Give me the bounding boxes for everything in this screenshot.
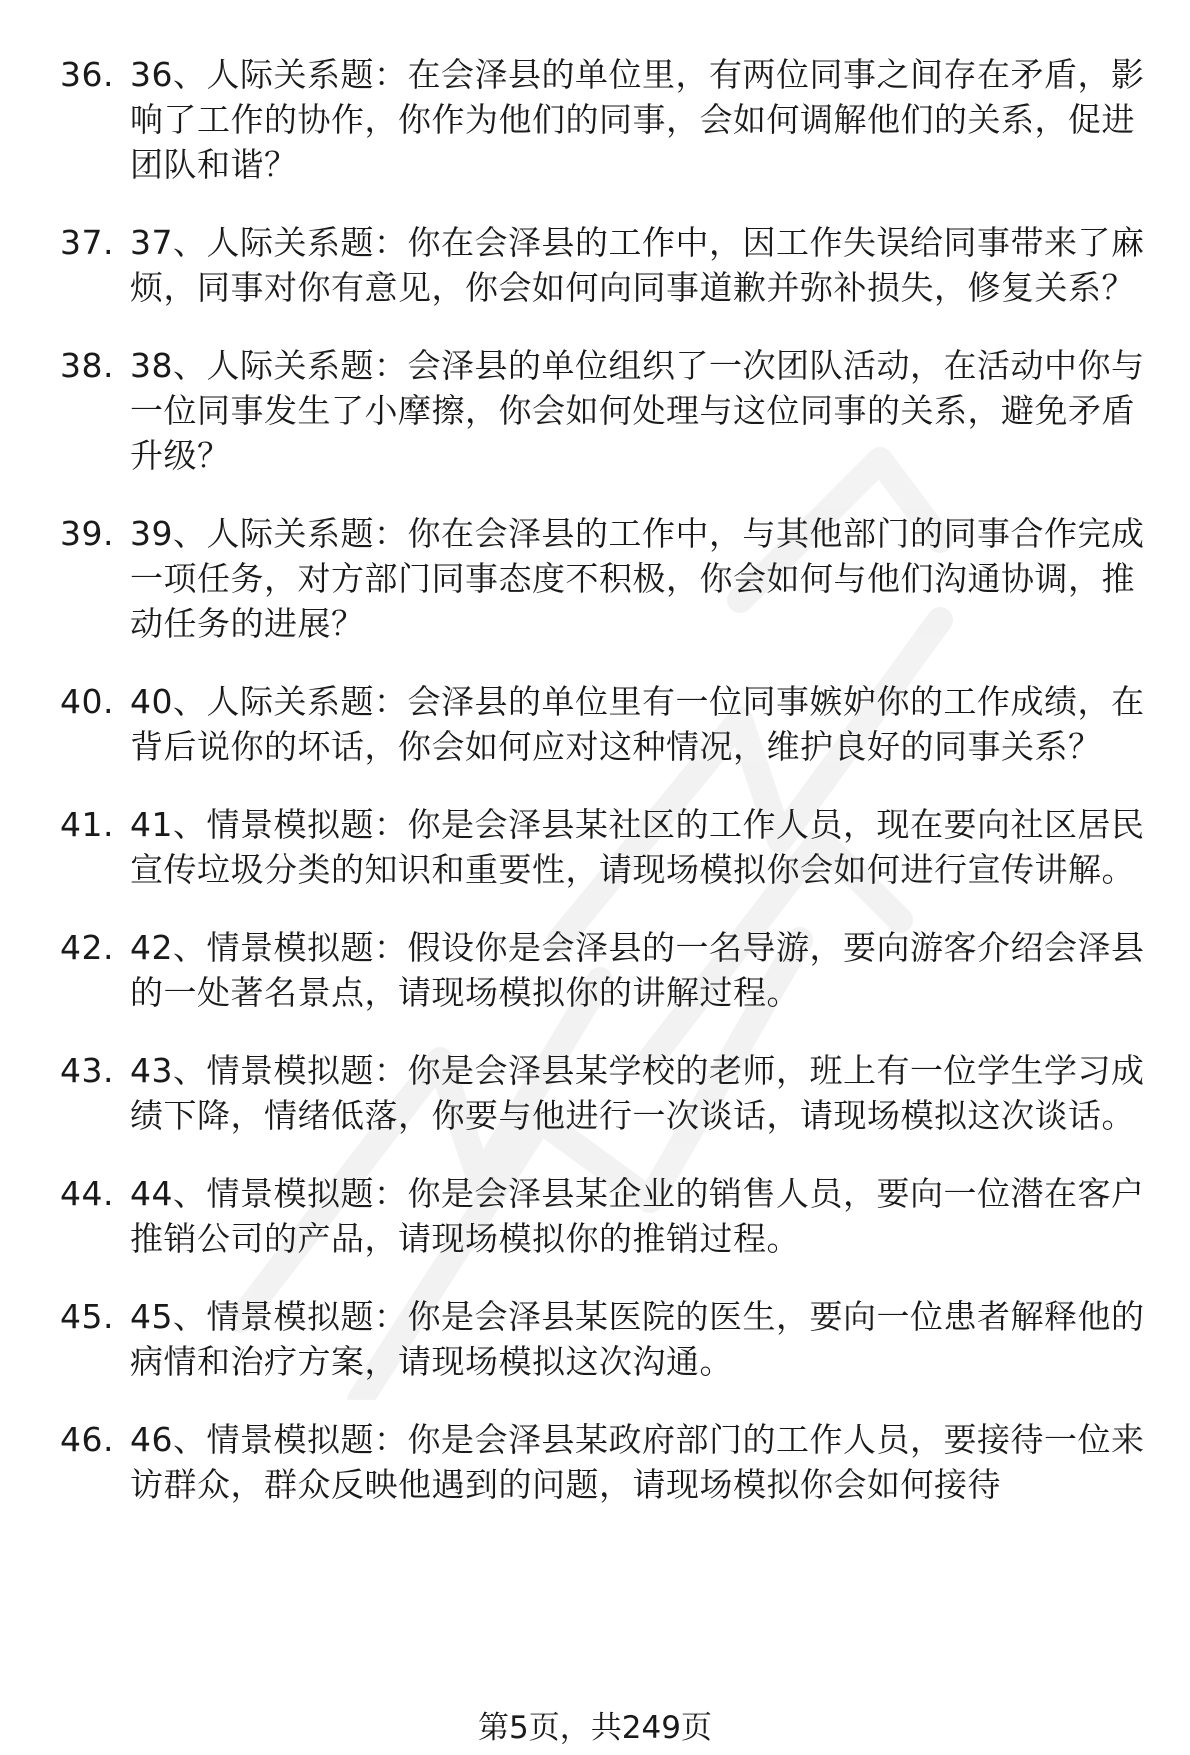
list-item xyxy=(60,511,1160,646)
list-item xyxy=(60,1048,1160,1138)
list-item xyxy=(60,343,1160,478)
item-number: 36. xyxy=(60,55,114,94)
item-number: 43. xyxy=(60,1051,114,1090)
item-text: 40、人际关系题：会泽县的单位里有一位同事嫉妒你的工作成绩，在背后说你的坏话，你会如何应对这种情况，维护良好的同事关系？ xyxy=(130,682,1145,766)
list-item xyxy=(60,52,1160,187)
item-number: 46. xyxy=(60,1420,114,1459)
question-list xyxy=(60,52,1160,1540)
item-number: 42. xyxy=(60,928,114,967)
item-number: 37. xyxy=(60,223,114,262)
list-item xyxy=(60,802,1160,892)
page-footer: 第5页，共249页 xyxy=(478,1710,712,1746)
item-text: 42、情景模拟题：假设你是会泽县的一名导游，要向游客介绍会泽县的一处著名景点，请现场模拟你的讲解过程。 xyxy=(130,928,1145,1012)
item-text: 43、情景模拟题：你是会泽县某学校的老师，班上有一位学生学习成绩下降，情绪低落，你要与他进行一次谈话，请现场模拟这次谈话。 xyxy=(130,1051,1145,1135)
item-number: 44. xyxy=(60,1174,114,1213)
item-text: 39、人际关系题：你在会泽县的工作中，与其他部门的同事合作完成一项任务，对方部门同事态度不积极，你会如何与他们沟通协调，推动任务的进展？ xyxy=(130,514,1145,643)
item-text: 37、人际关系题：你在会泽县的工作中，因工作失误给同事带来了麻烦，同事对你有意见，你会如何向同事道歉并弥补损失，修复关系？ xyxy=(130,223,1145,307)
item-number: 41. xyxy=(60,805,114,844)
item-text: 36、人际关系题：在会泽县的单位里，有两位同事之间存在矛盾，影响了工作的协作，你作为他们的同事，会如何调解他们的关系，促进团队和谐？ xyxy=(130,55,1145,184)
list-item xyxy=(60,925,1160,1015)
item-text: 44、情景模拟题：你是会泽县某企业的销售人员，要向一位潜在客户推销公司的产品，请现场模拟你的推销过程。 xyxy=(130,1174,1145,1258)
list-item xyxy=(60,679,1160,769)
item-text: 46、情景模拟题：你是会泽县某政府部门的工作人员，要接待一位来访群众，群众反映他遇到的问题，请现场模拟你会如何接待 xyxy=(130,1420,1145,1504)
item-text: 38、人际关系题：会泽县的单位组织了一次团队活动，在活动中你与一位同事发生了小摩擦，你会如何处理与这位同事的关系，避免矛盾升级？ xyxy=(130,346,1145,475)
list-item xyxy=(60,1294,1160,1384)
list-item xyxy=(60,220,1160,310)
item-number: 39. xyxy=(60,514,114,553)
item-number: 40. xyxy=(60,682,114,721)
list-item xyxy=(60,1171,1160,1261)
list-item xyxy=(60,1417,1160,1507)
item-number: 38. xyxy=(60,346,114,385)
item-number: 45. xyxy=(60,1297,114,1336)
item-text: 45、情景模拟题：你是会泽县某医院的医生，要向一位患者解释他的病情和治疗方案，请现场模拟这次沟通。 xyxy=(130,1297,1145,1381)
item-text: 41、情景模拟题：你是会泽县某社区的工作人员，现在要向社区居民宣传垃圾分类的知识和重要性，请现场模拟你会如何进行宣传讲解。 xyxy=(130,805,1145,889)
